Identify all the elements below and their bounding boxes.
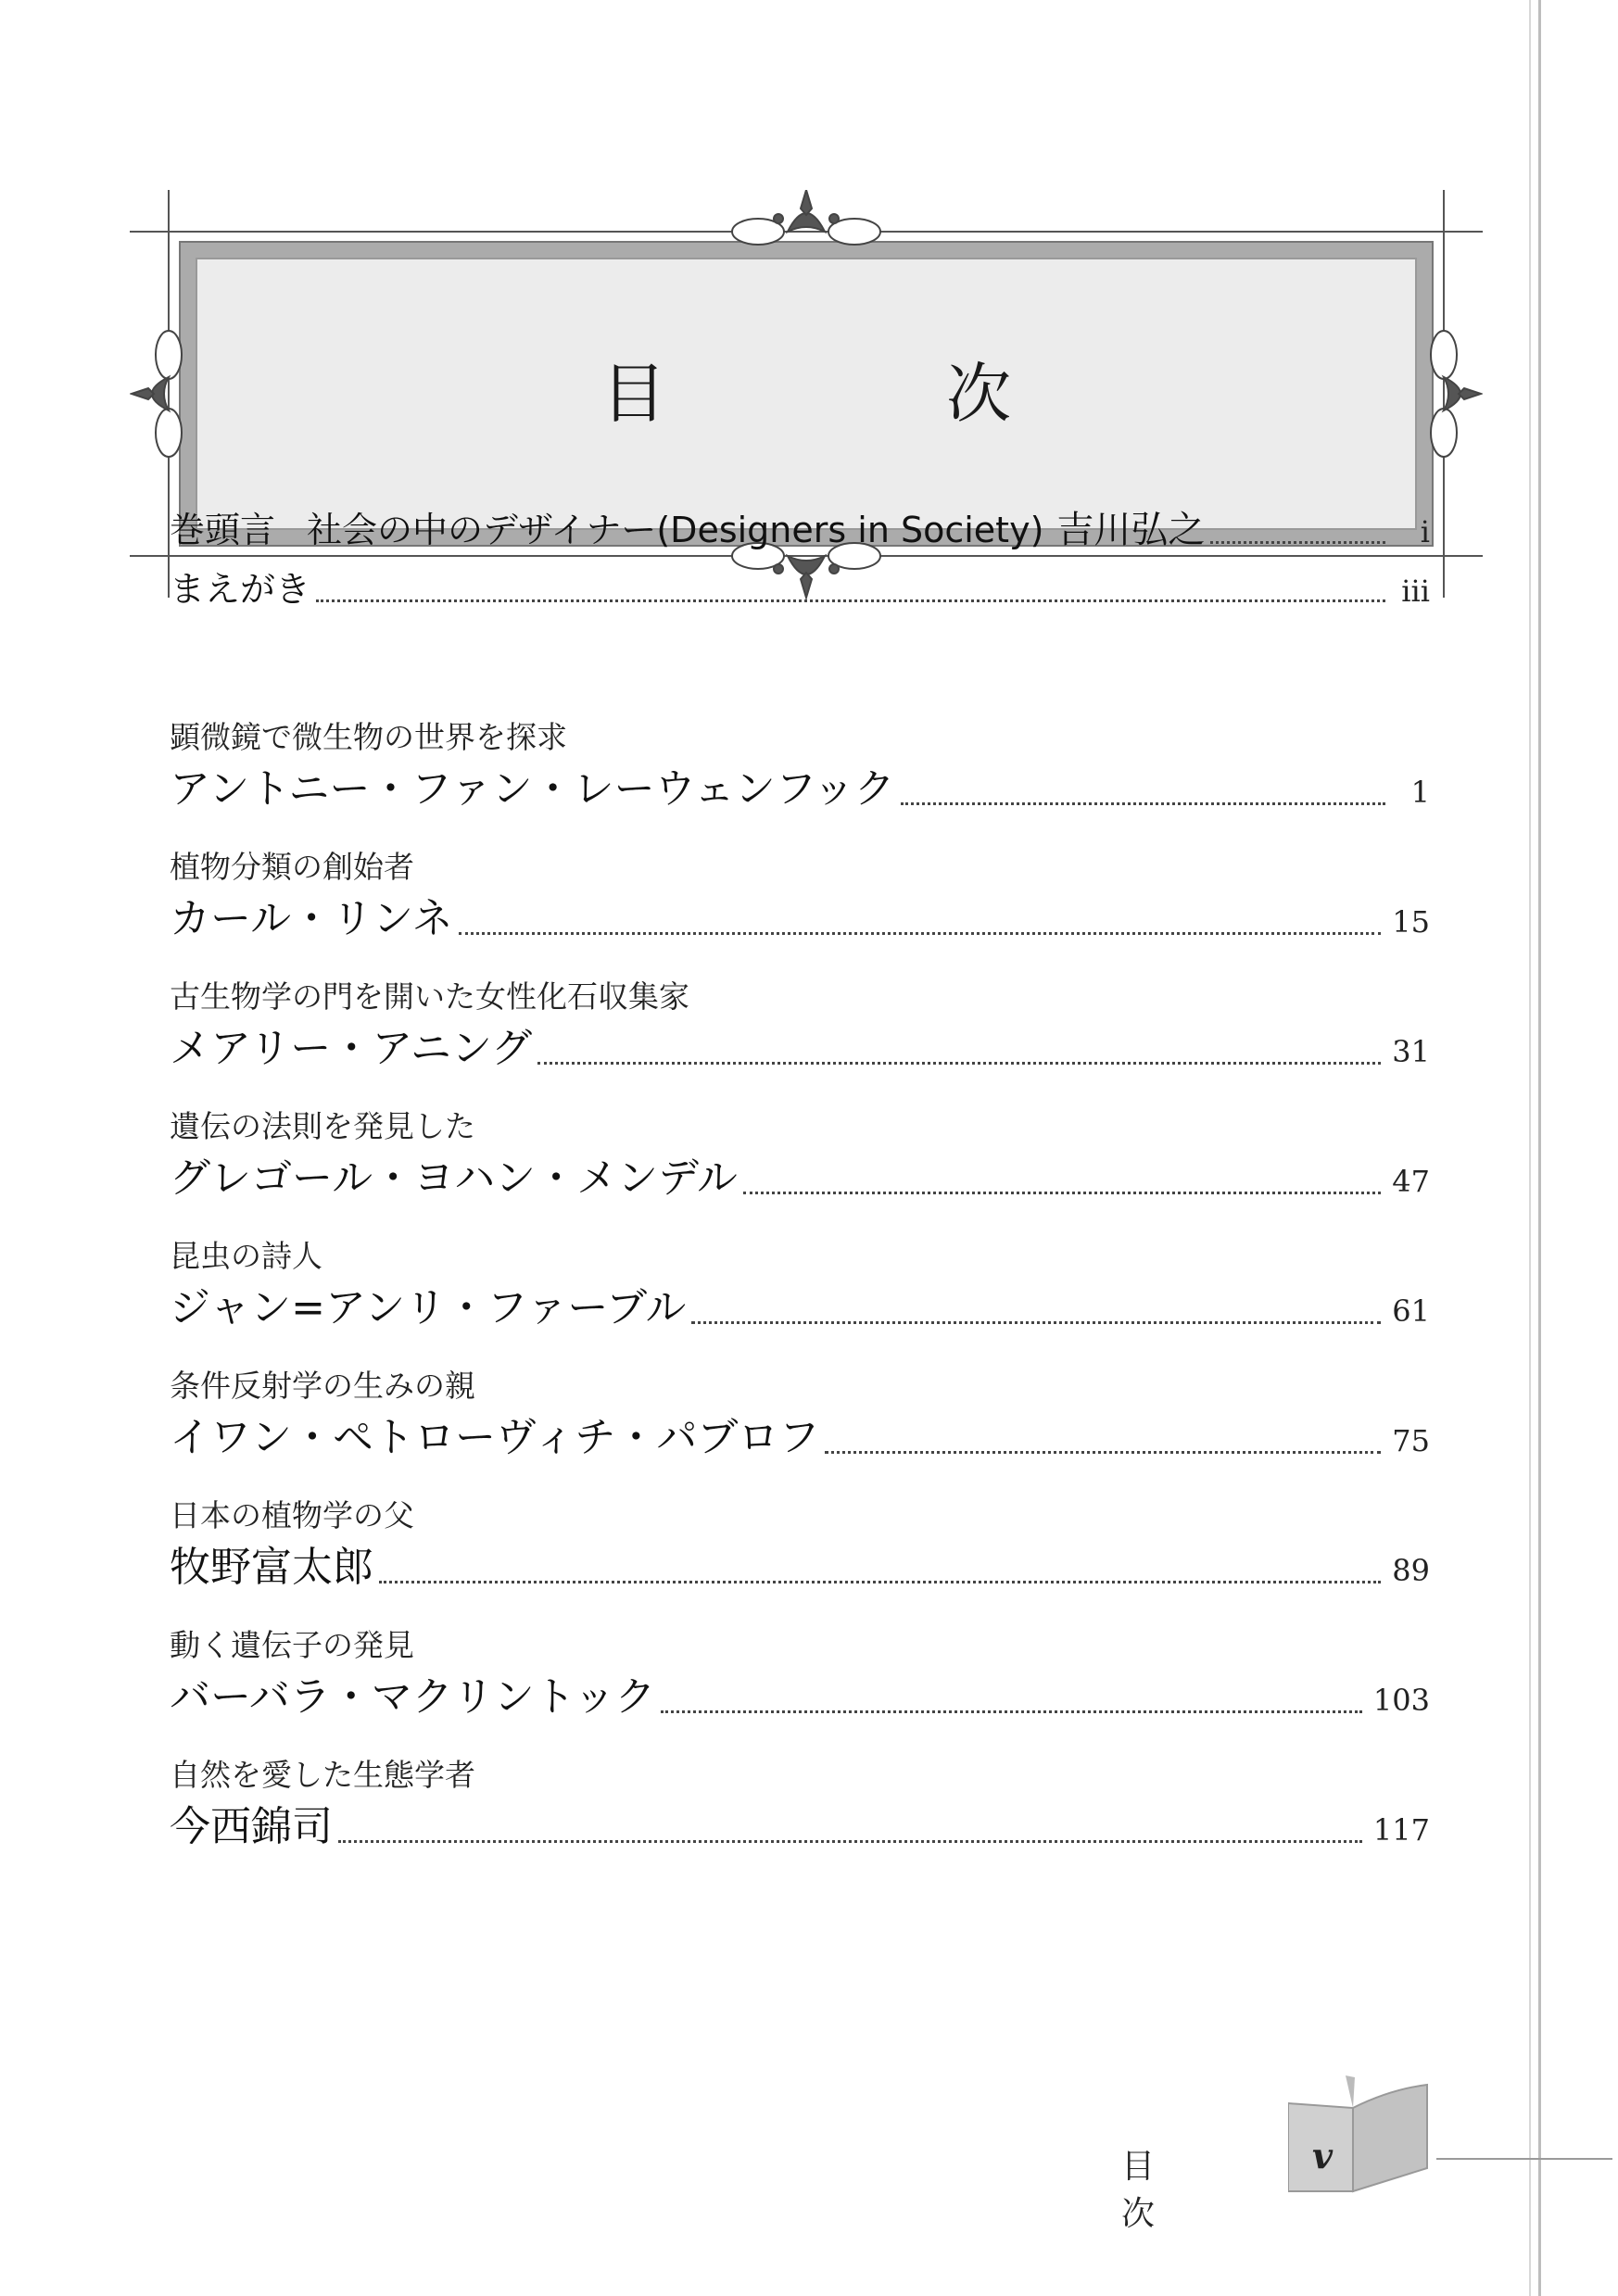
footer-section-title: 目 次 bbox=[1121, 2148, 1211, 2233]
entry-subtitle: 自然を愛した生態学者 bbox=[170, 1757, 475, 1793]
entry-subtitle: 遺伝の法則を発見した bbox=[170, 1108, 475, 1144]
toc-page-number: 89 bbox=[1392, 1553, 1430, 1588]
entry-subtitle: 顕微鏡で微生物の世界を探求 bbox=[170, 719, 567, 755]
toc-entry[interactable] bbox=[170, 843, 1430, 954]
dot-leader bbox=[743, 1190, 1381, 1194]
footer-rule bbox=[1436, 2158, 1612, 2160]
entry-name: カール・リンネ bbox=[170, 895, 453, 942]
toc-entry[interactable] bbox=[170, 973, 1430, 1084]
entry-subtitle: 古生物学の門を開いた女性化石収集家 bbox=[170, 978, 689, 1015]
entry-row bbox=[170, 1274, 1430, 1333]
entry-row bbox=[170, 885, 1430, 944]
entry-row bbox=[170, 1015, 1430, 1074]
toc-page-number: 31 bbox=[1392, 1034, 1430, 1069]
dot-leader bbox=[459, 930, 1381, 935]
entry-subtitle: 条件反射学の生みの親 bbox=[170, 1368, 475, 1404]
toc-entry[interactable] bbox=[170, 1232, 1430, 1344]
toc-page-number: 61 bbox=[1392, 1293, 1430, 1329]
dot-leader bbox=[691, 1319, 1381, 1324]
toc-page-number: 117 bbox=[1372, 1812, 1430, 1848]
entry-row bbox=[170, 755, 1430, 814]
page-number: v bbox=[1312, 2135, 1334, 2176]
toc-title: まえがき bbox=[170, 569, 311, 610]
entry-name: ジャン=アンリ・ファーブル bbox=[170, 1284, 687, 1331]
entry-name: イワン・ペトローヴィチ・パブロフ bbox=[170, 1414, 820, 1461]
dot-leader bbox=[661, 1709, 1361, 1713]
page-edge-line bbox=[1538, 0, 1541, 2296]
dot-leader bbox=[379, 1579, 1381, 1583]
entry-name: メアリー・アニング bbox=[170, 1025, 533, 1072]
entry-subtitle: 動く遺伝子の発見 bbox=[170, 1627, 414, 1663]
entry-name: アントニー・ファン・レーウェンフック bbox=[170, 765, 895, 813]
entry-row bbox=[170, 1663, 1430, 1722]
toc-page-number: i bbox=[1420, 514, 1430, 549]
entry-row bbox=[170, 1533, 1430, 1593]
toc-entry[interactable] bbox=[170, 1751, 1430, 1862]
page-title: 目 次 bbox=[600, 356, 1142, 432]
toc-row-preface[interactable] bbox=[170, 561, 1430, 612]
toc-author: 吉川弘之 bbox=[1056, 509, 1206, 551]
entry-row bbox=[170, 1404, 1430, 1463]
entry-name: バーバラ・マクリントック bbox=[170, 1673, 656, 1721]
toc-page-number: 103 bbox=[1372, 1683, 1430, 1718]
toc-page-number: 47 bbox=[1392, 1164, 1430, 1199]
toc-page-number: 75 bbox=[1392, 1423, 1430, 1458]
entry-name: 今西錦司 bbox=[170, 1803, 333, 1850]
dot-leader bbox=[316, 598, 1385, 602]
page-edge-line-inner bbox=[1529, 0, 1531, 2296]
toc-page-number: 1 bbox=[1410, 775, 1430, 810]
dot-leader bbox=[338, 1838, 1362, 1843]
toc-entry[interactable] bbox=[170, 713, 1430, 825]
dot-leader bbox=[901, 801, 1385, 805]
entry-row bbox=[170, 1793, 1430, 1852]
entry-name: 牧野富太郎 bbox=[170, 1544, 373, 1591]
toc-prefix: 巻頭言 bbox=[170, 510, 276, 550]
toc-entry[interactable] bbox=[170, 1492, 1430, 1603]
dot-leader bbox=[537, 1060, 1381, 1065]
toc-title: 社会の中のデザイナー(Designers in Society) bbox=[307, 510, 1044, 550]
toc-entry[interactable] bbox=[170, 1362, 1430, 1473]
toc-label bbox=[170, 500, 1205, 553]
dot-leader bbox=[1210, 539, 1385, 544]
entry-row bbox=[170, 1144, 1430, 1204]
toc-entry[interactable] bbox=[170, 1103, 1430, 1214]
dot-leader bbox=[825, 1449, 1381, 1454]
toc-row-foreword[interactable] bbox=[170, 500, 1430, 553]
open-book-icon bbox=[1288, 2066, 1446, 2196]
entry-subtitle: 日本の植物学の父 bbox=[170, 1497, 414, 1533]
toc-entry[interactable] bbox=[170, 1621, 1430, 1733]
entry-subtitle: 植物分類の創始者 bbox=[170, 849, 414, 885]
toc-page-number: 15 bbox=[1392, 904, 1430, 940]
entry-subtitle: 昆虫の詩人 bbox=[170, 1238, 322, 1274]
entry-name: グレゴール・ヨハン・メンデル bbox=[170, 1154, 738, 1202]
toc-page-number: iii bbox=[1401, 574, 1430, 609]
